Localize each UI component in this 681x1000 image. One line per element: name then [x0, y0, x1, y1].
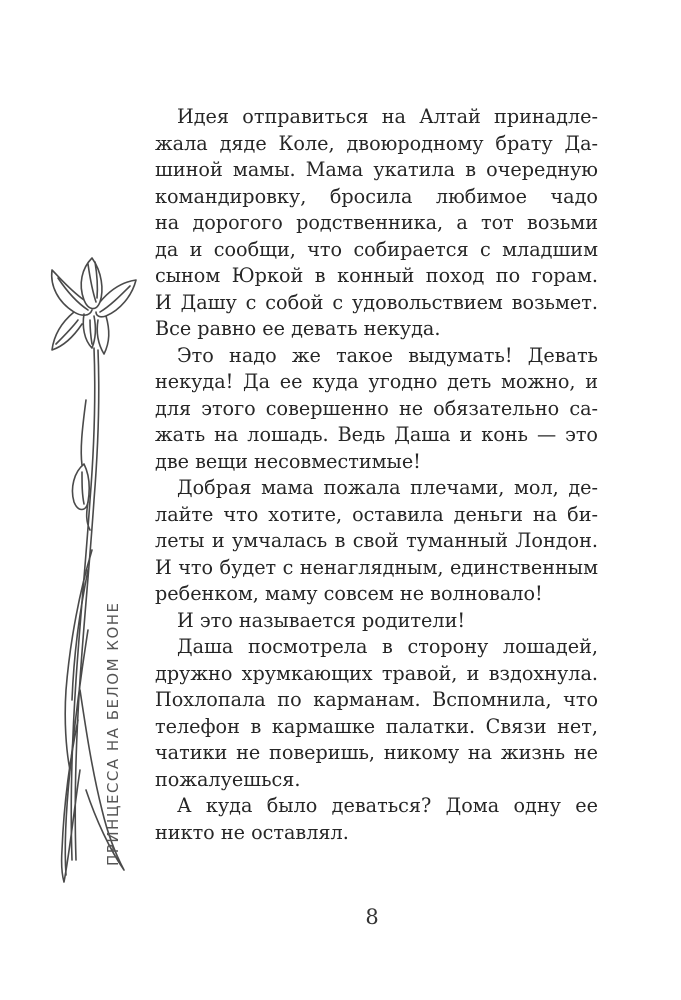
text-line: И что будет с ненаглядным, единственным	[155, 555, 598, 579]
text-line: дружно хрумкающих травой, и вздохнула.	[155, 661, 598, 685]
text-line: Это надо же такое выдумать! Девать	[177, 343, 598, 367]
paragraph	[155, 634, 598, 793]
text-line: И это называется родители!	[177, 608, 466, 632]
paragraph	[155, 475, 598, 608]
text-line: лайте что хотите, оставила деньги на би-	[155, 502, 598, 526]
text-line: телефон в кармашке палатки. Связи нет,	[155, 714, 598, 738]
page-number: 8	[365, 905, 379, 929]
text-line: Идея отправиться на Алтай принадле-	[177, 105, 598, 128]
text-line: на дорогого родственника, а тот возьми	[155, 211, 598, 234]
text-line: леты и умчалась в свой туманный Лондон.	[155, 529, 598, 552]
paragraph	[155, 104, 598, 343]
text-line: А куда было деваться? Дома одну ее	[177, 794, 598, 817]
text-line: да и сообщи, что собирается с младшим	[155, 237, 598, 261]
text-line: для этого совершенно не обязательно са-	[155, 396, 598, 420]
text-line: никто не оставлял.	[155, 820, 349, 844]
text-line: чатики не поверишь, никому на жизнь не	[155, 741, 598, 764]
text-line: шиной мамы. Мама укатила в очередную	[155, 158, 598, 181]
text-line: жала дяде Коле, двоюродному брату Да-	[155, 131, 598, 155]
text-line: командировку, бросила любимое чадо	[155, 184, 598, 208]
paragraph	[155, 608, 598, 635]
text-line: ребенком, маму совсем не волновало!	[155, 582, 543, 605]
body-text	[155, 104, 598, 846]
paragraph	[155, 343, 598, 476]
text-line: Даша посмотрела в сторону лошадей,	[177, 635, 598, 658]
text-line: Похлопала по карманам. Вспомнила, что	[155, 688, 598, 711]
text-line: Все равно ее девать некуда.	[155, 317, 441, 340]
text-line: две вещи несовместимые!	[155, 449, 421, 473]
text-line: некуда! Да ее куда угодно деть можно, и	[155, 370, 598, 393]
iris-flower-icon	[40, 250, 150, 890]
paragraph	[155, 793, 598, 846]
running-title: ПРИНЦЕССА НА БЕЛОМ КОНЕ	[104, 601, 122, 866]
text-line: жать на лошадь. Ведь Даша и конь — это	[155, 423, 598, 446]
text-line: Добрая мама пожала плечами, мол, де-	[177, 476, 598, 499]
text-line: И Дашу с собой с удовольствием возьмет.	[155, 290, 598, 314]
text-line: пожалуешься.	[155, 767, 301, 791]
text-line: сыном Юркой в конный поход по горам.	[155, 264, 598, 287]
